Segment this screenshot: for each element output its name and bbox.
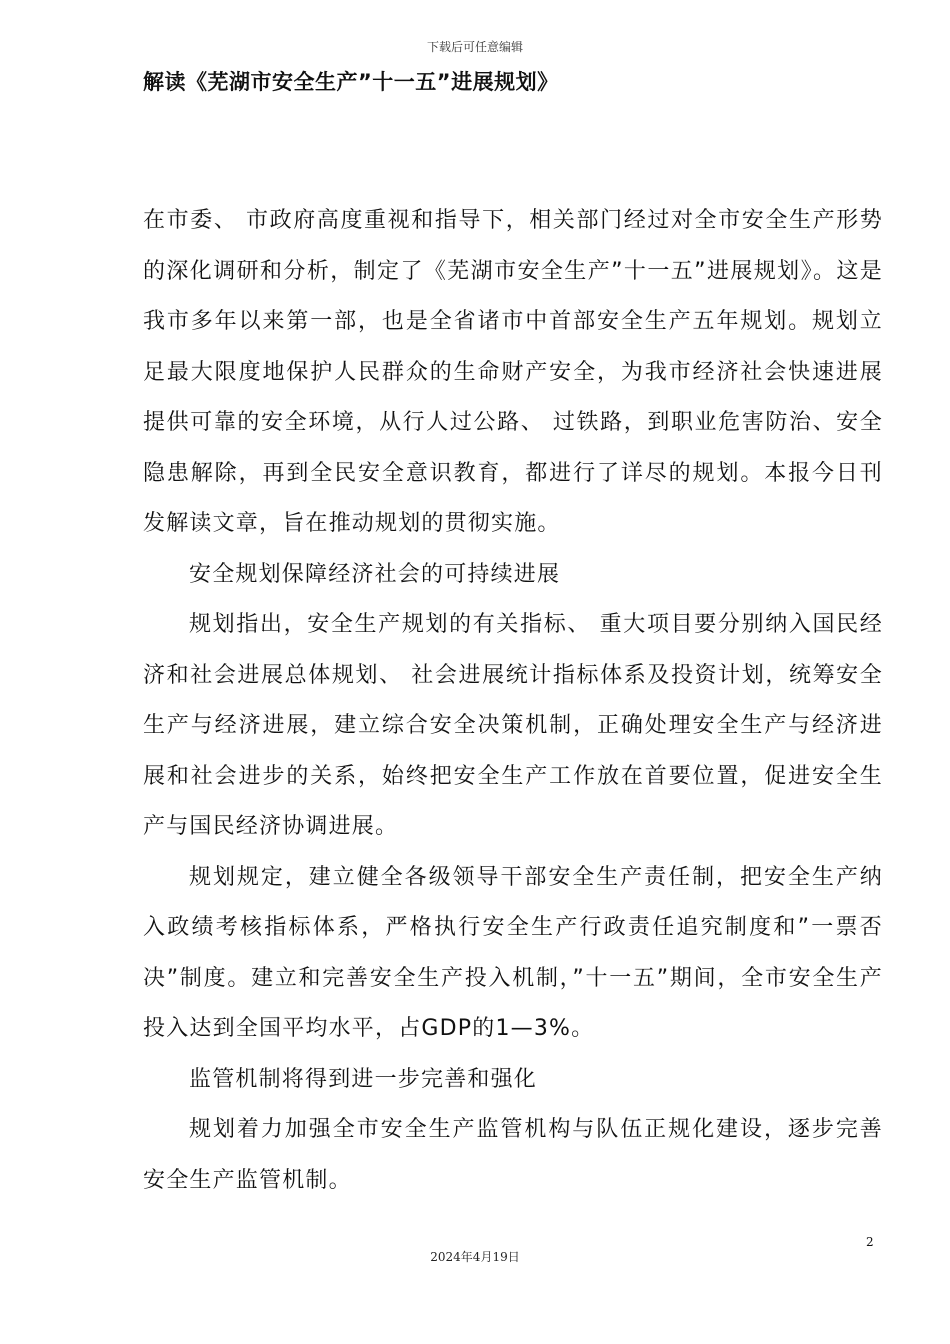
section-heading: 监管机制将得到进一步完善和强化 [189,1066,538,1092]
body-paragraph: 规划指出，安全生产规划的有关指标、 重大项目要分别纳入国民经济和社会进展总体规划、 社会进展统计指标体系及投资计划，统筹安全生产与经济进展，建立综合安全决策机制，正确处理安全生产与经济进展和社会进步的关系，始终把安全生产工作放在首要位置，促进安全生产与国民经济协调进展。 [143,612,883,839]
document-body [143,196,883,1206]
body-paragraph: 规划着力加强全市安全生产监管机构与队伍正规化建设，逐步完善安全生产监管机制。 [143,1117,883,1193]
body-paragraph: 规划规定，建立健全各级领导干部安全生产责任制，把安全生产纳入政绩考核指标体系，严格执行安全生产行政责任追究制度和”一票否决”制度。建立和完善安全生产投入机制，”十一五”期间，全市安全生产投入达到全国平均水平，占GDP的1—3%。 [143,864,883,1041]
page-number: 2 [866,1235,874,1249]
footer-date: 2024年4月19日 [430,1250,520,1264]
section-heading: 安全规划保障经济社会的可持续进展 [189,561,561,587]
header-note: 下载后可任意编辑 [426,40,523,54]
document-title: 解读《芜湖市安全生产”十一五”进展规划》 [143,70,559,94]
intro-paragraph: 在市委、 市政府高度重视和指导下，相关部门经过对全市安全生产形势的深化调研和分析，制定了《芜湖市安全生产”十一五”进展规划》。这是我市多年以来第一部，也是全省诸市中首部安全生产五年规划。规划立足最大限度地保护人民群众的生命财产安全，为我市经济社会快速进展提供可靠的安全环境，从行人过公路、 过铁路，到职业危害防治、安全隐患解除，再到全民安全意识教育，都进行了详尽的规划。本报今日刊发解读文章，旨在推动规划的贯彻实施。 [143,208,883,536]
